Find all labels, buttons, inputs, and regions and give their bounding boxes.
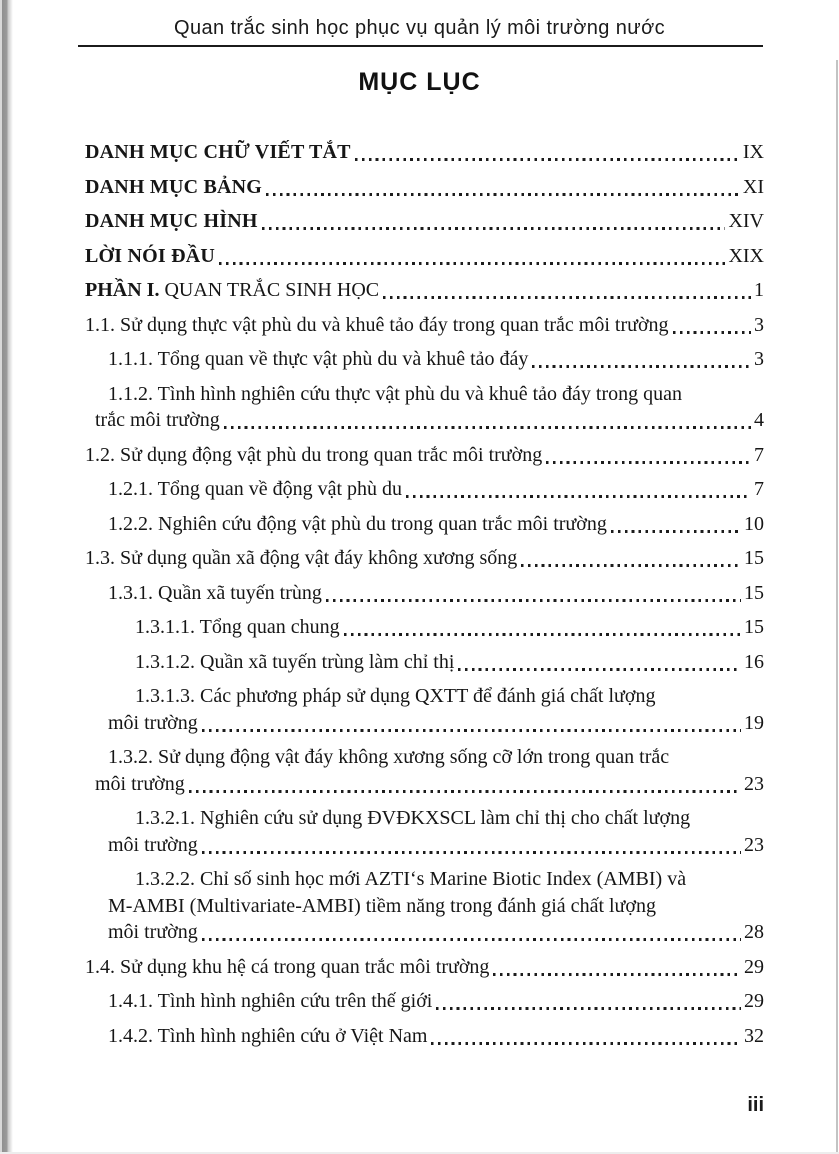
- toc-entry-text: PHẦN I. QUAN TRẮC SINH HỌC: [85, 279, 380, 301]
- toc-line: [85, 580, 764, 607]
- toc-line: [85, 988, 764, 1015]
- toc-line: [85, 954, 764, 981]
- toc-entry-text: 1.1.2. Tình hình nghiên cứu thực vật phù du và khuê tảo đáy trong quan: [108, 382, 682, 405]
- toc-entry: [85, 683, 764, 736]
- dot-leader: [532, 365, 751, 368]
- toc-entry: [85, 139, 764, 166]
- dot-leader: [262, 227, 726, 230]
- toc-line: [85, 710, 764, 737]
- toc-line: [85, 744, 764, 771]
- toc-page-number: 3: [754, 313, 764, 336]
- toc-entry-prefix: PHẦN I.: [85, 279, 160, 301]
- toc-line: [85, 805, 764, 832]
- dot-leader: [611, 530, 741, 533]
- toc-line: [85, 442, 764, 469]
- toc-page-number: 19: [744, 711, 764, 734]
- toc-entry-text: trắc môi trường: [95, 409, 220, 431]
- dot-leader: [493, 973, 741, 976]
- toc-line: [85, 208, 764, 235]
- toc-line: [85, 614, 764, 641]
- toc-page-number: 23: [744, 772, 764, 795]
- page-number: iii: [747, 1094, 764, 1116]
- toc-entry: [85, 442, 764, 469]
- toc-entry: [85, 1023, 764, 1050]
- toc-line: [85, 1023, 764, 1050]
- toc-entry-text: môi trường: [108, 833, 198, 856]
- toc-line: [85, 545, 764, 572]
- toc-page-number: 4: [754, 409, 764, 431]
- dot-leader: [436, 1007, 741, 1010]
- toc-line: [85, 649, 764, 676]
- toc-entry-text: 1.2.1. Tổng quan về động vật phù du: [108, 478, 403, 500]
- toc-entry: [85, 174, 764, 201]
- page-title: MỤC LỤC: [358, 68, 481, 96]
- dot-leader: [266, 193, 740, 196]
- toc-entry-text: 1.4.2. Tình hình nghiên cứu ở Việt Nam: [108, 1024, 428, 1047]
- dot-leader: [202, 851, 741, 854]
- toc-entry-text: 1.4.1. Tình hình nghiên cứu trên thế giới: [108, 990, 433, 1012]
- toc-line: [85, 683, 764, 710]
- toc-page-number: 3: [754, 348, 764, 370]
- toc-line: [85, 381, 764, 408]
- toc-entry-text: 1.1.1. Tổng quan về thực vật phù du và khuê tảo đáy: [108, 348, 529, 370]
- toc-list: [85, 139, 764, 1057]
- dot-leader: [355, 158, 740, 161]
- toc-page-number: XIX: [728, 244, 764, 267]
- toc-entry-text: 1.3.1.2. Quần xã tuyến trùng làm chỉ thị: [135, 650, 455, 673]
- toc-page-number: 15: [744, 547, 764, 569]
- dot-leader: [224, 426, 751, 429]
- toc-line: [85, 407, 764, 434]
- toc-entry-text: 1.3.1.3. Các phương pháp sử dụng QXTT để đánh giá chất lượng: [135, 685, 656, 707]
- toc-entry: [85, 476, 764, 503]
- toc-entry-text: LỜI NÓI ĐẦU: [85, 244, 215, 267]
- toc-page-number: XI: [742, 175, 764, 198]
- toc-page-number: 32: [744, 1024, 764, 1047]
- toc-entry: [85, 580, 764, 607]
- toc-entry-text: 1.3.2.2. Chỉ số sinh học mới AZTI‘s Marine Biotic Index (AMBI) và: [135, 868, 687, 890]
- dot-leader: [383, 296, 751, 299]
- dot-leader: [406, 495, 751, 498]
- toc-entry: [85, 511, 764, 538]
- toc-line: [85, 277, 764, 304]
- toc-page-number: IX: [742, 141, 764, 163]
- dot-leader: [521, 564, 741, 567]
- toc-page-number: 16: [744, 650, 764, 673]
- toc-page-number: 7: [754, 478, 764, 500]
- toc-entry-text: 1.2. Sử dụng động vật phù du trong quan trắc môi trường: [85, 443, 543, 466]
- dot-leader: [344, 633, 741, 636]
- toc-page-number: 23: [744, 833, 764, 856]
- toc-line: [85, 511, 764, 538]
- toc-entry-text: 1.1. Sử dụng thực vật phù du và khuê tảo đáy trong quan trắc môi trường: [85, 313, 669, 336]
- toc-entry: [85, 614, 764, 641]
- running-header: Quan trắc sinh học phục vụ quản lý môi trường nước: [173, 17, 665, 39]
- toc-entry: [85, 277, 764, 304]
- dot-leader: [189, 790, 741, 793]
- dot-leader: [202, 938, 741, 941]
- toc-entry: [85, 243, 764, 270]
- toc-line: [85, 346, 764, 373]
- toc-entry: [85, 208, 764, 235]
- header-rule: [78, 45, 763, 47]
- toc-page-number: 29: [744, 955, 764, 978]
- toc-page-number: 15: [744, 616, 764, 638]
- toc-entry-text: DANH MỤC HÌNH: [85, 210, 258, 232]
- dot-leader: [458, 668, 741, 671]
- toc-entry: [85, 381, 764, 434]
- toc-entry-text: DANH MỤC BẢNG: [85, 175, 263, 198]
- toc-entry-text: môi trường: [95, 772, 185, 795]
- dot-leader: [202, 729, 741, 732]
- toc-line: [85, 832, 764, 859]
- toc-entry-text: DANH MỤC CHỮ VIẾT TẮT: [85, 141, 351, 163]
- toc-entry-text: M-AMBI (Multivariate-AMBI) tiềm năng trong đánh giá chất lượng: [108, 894, 656, 917]
- toc-line: [85, 919, 764, 946]
- toc-line: [85, 174, 764, 201]
- toc-line: [85, 476, 764, 503]
- toc-line: [85, 866, 764, 893]
- toc-entry-text: 1.4. Sử dụng khu hệ cá trong quan trắc môi trường: [85, 955, 490, 978]
- dot-leader: [326, 599, 741, 602]
- toc-entry: [85, 988, 764, 1015]
- toc-page-number: 10: [744, 512, 764, 535]
- toc-entry: [85, 545, 764, 572]
- toc-entry-text: môi trường: [108, 711, 198, 734]
- toc-entry-text: 1.3.2.1. Nghiên cứu sử dụng ĐVĐKXSCL làm chỉ thị cho chất lượng: [135, 807, 691, 829]
- toc-line: [85, 771, 764, 798]
- toc-entry-text: 1.3.1. Quần xã tuyến trùng: [108, 581, 322, 604]
- dot-leader: [431, 1042, 741, 1045]
- toc-line: [85, 243, 764, 270]
- toc-entry: [85, 866, 764, 946]
- toc-line: [85, 139, 764, 166]
- toc-entry: [85, 312, 764, 339]
- toc-page-number: 29: [744, 990, 764, 1012]
- toc-entry: [85, 744, 764, 797]
- dot-leader: [219, 262, 725, 265]
- toc-entry-text: 1.3.1.1. Tổng quan chung: [135, 616, 340, 638]
- toc-page-number: 15: [744, 581, 764, 604]
- toc-entry: [85, 805, 764, 858]
- toc-entry-text: 1.3. Sử dụng quần xã động vật đáy không xương sống: [85, 547, 518, 569]
- dot-leader: [673, 331, 751, 334]
- toc-page-number: 28: [744, 921, 764, 943]
- scan-edge-left: [0, 0, 13, 1154]
- toc-entry-text: 1.2.2. Nghiên cứu động vật phù du trong quan trắc môi trường: [108, 512, 607, 535]
- toc-entry: [85, 649, 764, 676]
- toc-line: [85, 312, 764, 339]
- toc-entry-text: 1.3.2. Sử dụng động vật đáy không xương sống cỡ lớn trong quan trắc: [108, 746, 670, 768]
- scan-edge-right: [836, 60, 838, 1154]
- toc-line: [85, 893, 764, 920]
- dot-leader: [546, 461, 751, 464]
- toc-page-number: 1: [754, 279, 764, 301]
- toc-entry-text: môi trường: [108, 921, 198, 943]
- toc-entry: [85, 346, 764, 373]
- toc-page-number: XIV: [728, 210, 764, 232]
- toc-entry: [85, 954, 764, 981]
- toc-page-number: 7: [754, 443, 764, 466]
